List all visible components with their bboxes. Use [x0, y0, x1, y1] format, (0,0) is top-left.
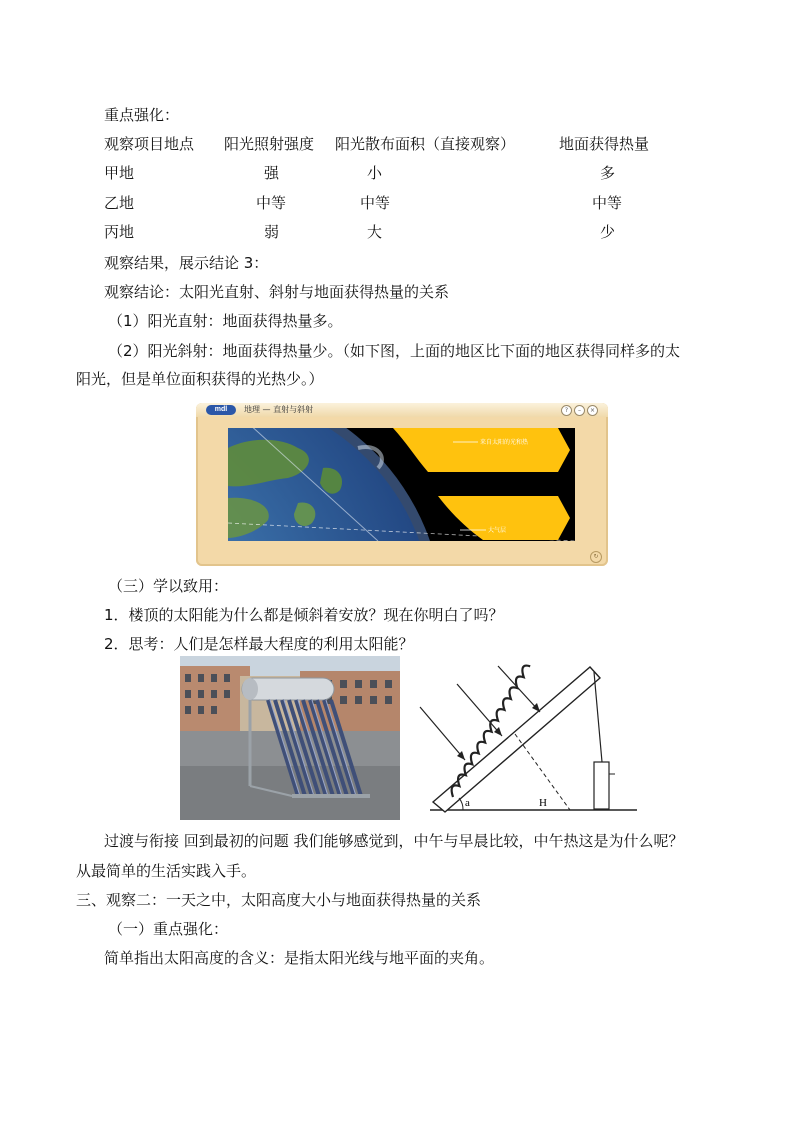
section-heading: 重点强化： — [104, 106, 180, 124]
label-angle-a: a — [465, 797, 470, 809]
mdl-figure — [196, 403, 608, 566]
close-icon: × — [587, 405, 598, 416]
apply-heading: （三）学以致用： — [108, 577, 229, 595]
part3-title: 三、观察二：一天之中，太阳高度大小与地面获得热量的关系 — [76, 891, 482, 909]
table-header-location: 观察项目地点 — [104, 135, 195, 153]
point-oblique: （2）阳光斜射：地面获得热量少。（如下图，上面的地区比下面的地区获得同样多的太 — [108, 342, 681, 360]
mdl-title-text: 地理 — 直射与斜射 — [244, 405, 314, 414]
table-cell: 小 — [367, 164, 383, 182]
part3-sub-heading: （一）重点强化： — [108, 920, 229, 938]
transition-line-1: 过渡与衔接 回到最初的问题 我们能够感觉到，中午与早晨比较，中午热这是为什么呢？ — [104, 832, 684, 850]
table-cell: 强 — [264, 164, 280, 182]
table-cell: 弱 — [264, 223, 280, 241]
table-cell: 少 — [600, 223, 616, 241]
table-cell: 中等 — [256, 194, 287, 212]
table-cell: 中等 — [360, 194, 391, 212]
label-atmosphere: 大气层 — [488, 527, 507, 534]
table-cell: 甲地 — [104, 164, 135, 182]
transition-line-2: 从最简单的生活实践入手。 — [76, 862, 257, 880]
mdl-title-bar — [196, 403, 608, 417]
question-2: 2．思考：人们是怎样最大程度的利用太阳能？ — [104, 635, 414, 653]
table-header-heat: 地面获得热量 — [559, 135, 650, 153]
table-cell: 中等 — [592, 194, 623, 212]
point-direct: （1）阳光直射：地面获得热量多。 — [108, 312, 343, 330]
label-height-h: H — [539, 797, 547, 809]
part3-definition: 简单指出太阳高度的含义：是指太阳光线与地平面的夹角。 — [104, 949, 495, 967]
table-cell: 大 — [367, 223, 383, 241]
table-header-area: 阳光散布面积（直接观察） — [335, 135, 516, 153]
table-cell: 多 — [600, 164, 616, 182]
table-cell: 丙地 — [104, 223, 135, 241]
conclusion-line: 观察结论：太阳光直射、斜射与地面获得热量的关系 — [104, 283, 450, 301]
solar-heater-photo — [180, 656, 400, 820]
help-icon: ? — [561, 405, 572, 416]
mdl-logo: mdl — [206, 405, 236, 415]
result-line: 观察结果，展示结论 3： — [104, 254, 269, 272]
question-1: 1．楼顶的太阳能为什么都是倾斜着安放？现在你明白了吗？ — [104, 606, 504, 624]
table-header-intensity: 阳光照射强度 — [224, 135, 315, 153]
label-sunlight: 来自太阳的光和热 — [480, 439, 529, 446]
tilted-collector-diagram — [405, 662, 641, 814]
point-oblique-continued: 阳光，但是单位面积获得的光热少。） — [76, 370, 324, 388]
earth-sunlight-scene — [228, 428, 575, 541]
earth-illustration — [228, 428, 575, 541]
refresh-icon: ↻ — [590, 551, 602, 563]
table-cell: 乙地 — [104, 194, 135, 212]
minimize-icon: – — [574, 405, 585, 416]
